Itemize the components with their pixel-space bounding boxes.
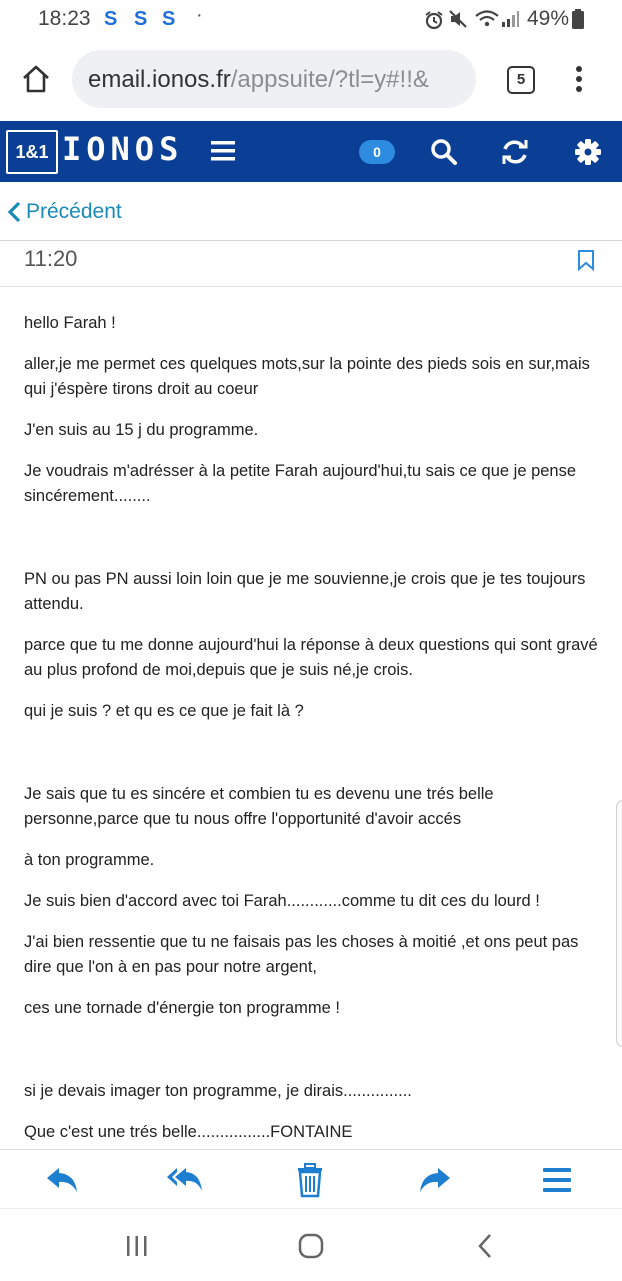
message-paragraph: ces une tornade d'énergie ton programme ! bbox=[24, 999, 340, 1017]
message-paragraph: si je devais imager ton programme, je dirais............... bbox=[24, 1082, 412, 1100]
battery-icon bbox=[572, 9, 584, 29]
unread-count-badge[interactable]: 0 bbox=[359, 140, 395, 164]
message-time: 11:20 bbox=[24, 246, 78, 271]
battery-level: 49% bbox=[527, 7, 570, 30]
back-navigation-row bbox=[0, 182, 622, 241]
more-actions-icon[interactable] bbox=[537, 1160, 577, 1200]
message-body bbox=[24, 300, 598, 1145]
message-paragraph: qui je suis ? et qu es ce que je fait là ? bbox=[24, 702, 304, 720]
message-paragraph: J'en suis au 15 j du programme. bbox=[24, 421, 259, 439]
brand-logo-word: IONOS bbox=[62, 130, 184, 168]
system-navigation-bar bbox=[0, 1208, 622, 1281]
message-paragraph: parce que tu me donne aujourd'hui la réponse à deux questions qui sont gravé au plus profond de moi,depuis que je suis né,je crois. bbox=[24, 636, 598, 679]
message-paragraph: Que c'est une trés belle................FONTAINE bbox=[24, 1123, 353, 1141]
mute-icon bbox=[448, 9, 468, 29]
wifi-icon bbox=[474, 8, 500, 30]
home-nav-icon[interactable] bbox=[297, 1232, 325, 1260]
reply-icon[interactable] bbox=[43, 1160, 83, 1200]
status-time: 18:23 bbox=[38, 7, 91, 30]
alarm-icon bbox=[424, 10, 444, 30]
tabs-button[interactable]: 5 bbox=[507, 66, 535, 94]
settings-gear-icon[interactable] bbox=[574, 138, 602, 166]
message-paragraph: J'ai bien ressentie que tu ne faisais pas les choses à moitié ,et ons peut pas dire que l'on à en pas pour notre argent, bbox=[24, 933, 579, 976]
message-paragraph: PN ou pas PN aussi loin loin que je me souvienne,je crois que je tes toujours attendu. bbox=[24, 570, 586, 613]
bookmark-flag-icon[interactable] bbox=[577, 249, 595, 271]
hamburger-menu-icon[interactable] bbox=[210, 138, 236, 164]
reply-all-icon[interactable] bbox=[166, 1160, 206, 1200]
message-paragraph: Je voudrais m'adrésser à la petite Farah aujourd'hui,tu sais ce que je pense sincérement........ bbox=[24, 462, 577, 505]
message-paragraph: Je suis bien d'accord avec toi Farah............comme tu dit ces du lourd ! bbox=[24, 892, 540, 910]
refresh-icon[interactable] bbox=[501, 138, 529, 166]
message-paragraph: à ton programme. bbox=[24, 851, 155, 869]
search-icon[interactable] bbox=[430, 138, 458, 166]
back-button[interactable]: Précédent bbox=[26, 200, 122, 223]
recent-apps-icon[interactable] bbox=[124, 1234, 150, 1258]
status-dot: · bbox=[196, 4, 203, 26]
message-action-bar bbox=[0, 1149, 622, 1208]
notification-s-icon: S bbox=[134, 8, 148, 30]
forward-icon[interactable] bbox=[414, 1160, 454, 1200]
home-icon[interactable] bbox=[20, 63, 52, 95]
more-menu-icon[interactable] bbox=[570, 64, 588, 94]
app-header bbox=[0, 121, 622, 182]
back-nav-icon[interactable] bbox=[476, 1233, 494, 1259]
message-paragraph: hello Farah ! bbox=[24, 314, 116, 332]
notification-s-icon: S bbox=[162, 8, 176, 30]
scroll-handle[interactable] bbox=[616, 800, 622, 1047]
trash-icon[interactable] bbox=[290, 1160, 330, 1200]
message-paragraph: Je sais que tu es sincére et combien tu es devenu une trés belle personne,parce que tu nous offre l'opportunité d'avoir accés bbox=[24, 785, 494, 828]
url-host: email.ionos.fr bbox=[88, 66, 231, 93]
message-header bbox=[0, 241, 622, 287]
status-bar bbox=[0, 0, 622, 40]
url-path: /appsuite/?tl=y#!!& bbox=[230, 66, 429, 93]
message-paragraph: aller,je me permet ces quelques mots,sur la pointe des pieds sois en sur,mais qui j'éspère tirons droit au coeur bbox=[24, 355, 590, 398]
chevron-left-icon[interactable] bbox=[6, 201, 22, 223]
url-text[interactable] bbox=[88, 66, 429, 94]
notification-s-icon: S bbox=[104, 8, 118, 30]
address-bar[interactable] bbox=[72, 50, 476, 108]
signal-icon bbox=[500, 10, 520, 28]
brand-logo-box: 1&1 bbox=[6, 130, 58, 174]
